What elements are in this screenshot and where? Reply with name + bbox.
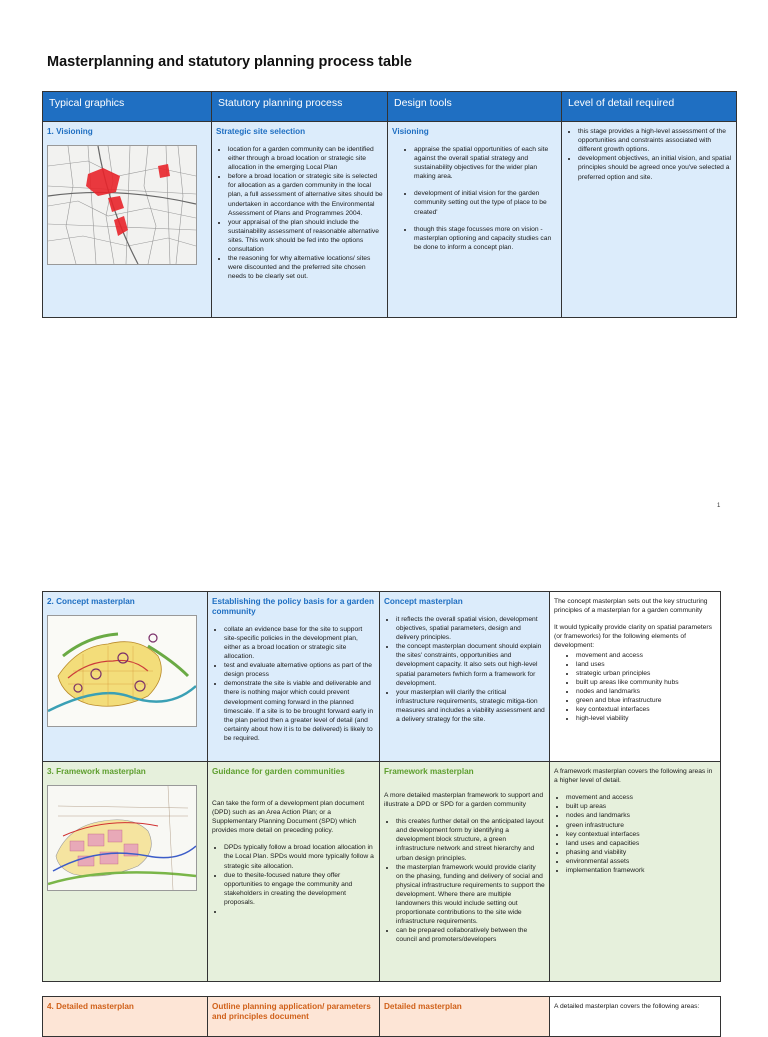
header-typical-graphics: Typical graphics bbox=[43, 92, 212, 122]
detail-list bbox=[554, 651, 716, 724]
statutory-title: Guidance for garden communities bbox=[212, 767, 345, 776]
list-item: • demonstrate the site is viable and deliverable and there is nothing major which could prevent development coming forward in the planned timescale. If a site is to be brought forward early in the plan period then a greater level of detail (and certainty about how it is to be delivered) is likely to be required. bbox=[224, 679, 375, 743]
list-item: • green infrastructure bbox=[566, 821, 716, 830]
table-row-detailed bbox=[43, 997, 721, 1037]
design-title: Framework masterplan bbox=[384, 767, 474, 776]
list-item: • key contextual interfaces bbox=[566, 830, 716, 839]
statutory-title: Establishing the policy basis for a garden community bbox=[212, 597, 374, 616]
visioning-map-image bbox=[47, 145, 197, 265]
stage-label: 3. Framework masterplan bbox=[47, 767, 146, 776]
design-paragraph: A more detailed masterplan framework to support and illustrate a DPD or SPD for a garden community bbox=[384, 791, 544, 808]
cell-design bbox=[388, 122, 562, 318]
cell-detail bbox=[550, 762, 721, 982]
detail-list bbox=[566, 127, 732, 182]
planning-table-part-2 bbox=[42, 591, 721, 982]
list-item: • location for a garden community can be identified either through a broad location or strategic site allocation in the emerging Local Plan bbox=[228, 145, 383, 172]
list-item: • land uses bbox=[576, 660, 716, 669]
list-item: • the concept masterplan document should explain the sites' constraints, opportunities and development capacity. It also sets out high-level spatial parameters fwhich form a framework for development. bbox=[396, 642, 545, 688]
cell-graphic bbox=[43, 762, 208, 982]
header-level-of-detail: Level of detail required bbox=[562, 92, 737, 122]
table-row-concept bbox=[43, 592, 721, 762]
header-row bbox=[43, 92, 737, 122]
cell-graphic bbox=[43, 592, 208, 762]
list-item: • though this stage focusses more on vision - masterplan optioning and capacity studies can be done to inform a concept plan. bbox=[414, 225, 557, 252]
design-title: Detailed masterplan bbox=[384, 1002, 462, 1011]
cell-statutory bbox=[208, 592, 380, 762]
list-item: • key contextual interfaces bbox=[576, 705, 716, 714]
list-item: • green and blue infrastructure bbox=[576, 696, 716, 705]
page-number: 1 bbox=[717, 503, 721, 509]
list-item: • DPDs typically follow a broad location allocation in the Local Plan. SPDs would more typically follow a strategic site allocation. bbox=[224, 843, 375, 870]
list-item: • appraise the spatial opportunities of each site against the overall spatial strategy and sustainability objectives for the wider plan making area. bbox=[414, 145, 557, 181]
cell-detail bbox=[550, 997, 721, 1037]
list-item: • before a broad location or strategic site is selected for allocation as a garden community in the local plan, a full assessment of alternative sites should be undertaken in accordance with the Environmental Assessment of Plans and Programmes 2004. bbox=[228, 172, 383, 218]
design-list bbox=[384, 615, 545, 724]
list-item: • built up areas like community hubs bbox=[576, 678, 716, 687]
design-title: Visioning bbox=[392, 127, 429, 136]
detail-paragraph: A framework masterplan covers the following areas in a higher level of detail. bbox=[554, 768, 713, 785]
statutory-list bbox=[212, 625, 375, 743]
list-item: • nodes and landmarks bbox=[576, 687, 716, 696]
page-title: Masterplanning and statutory planning process table bbox=[47, 54, 412, 70]
cell-design bbox=[380, 762, 550, 982]
cell-graphic bbox=[43, 997, 208, 1037]
cell-graphic bbox=[43, 122, 212, 318]
list-item: • this stage provides a high-level assessment of the opportunities and constraints associated with different growth options. bbox=[578, 127, 732, 154]
list-item: • can be prepared collaboratively between the council and promoters/developers bbox=[396, 926, 545, 944]
detail-paragraph: The concept masterplan sets out the key structuring principles of a masterplan for a garden community bbox=[554, 598, 708, 615]
list-item: • movement and access bbox=[566, 793, 716, 802]
list-item: • your appraisal of the plan should include the sustainability assessment of reasonable alternative sites. This work should be fed into the options consultation bbox=[228, 218, 383, 254]
stage-label: 4. Detailed masterplan bbox=[47, 1002, 134, 1011]
list-item: • movement and access bbox=[576, 651, 716, 660]
stage-label: 2. Concept masterplan bbox=[47, 597, 135, 606]
design-list bbox=[392, 145, 557, 252]
list-item: • strategic urban principles bbox=[576, 669, 716, 678]
statutory-title: Outline planning application/ parameters and principles document bbox=[212, 1002, 371, 1021]
cell-detail bbox=[550, 592, 721, 762]
cell-detail bbox=[562, 122, 737, 318]
statutory-paragraph: Can take the form of a development plan document (DPD) such as an Area Action Plan; or a Supplementary Planning Document (SPD) which provides more detail on preceding policy. bbox=[212, 799, 365, 835]
framework-masterplan-image bbox=[47, 785, 197, 891]
list-item: • test and evaluate alternative options as part of the design process bbox=[224, 661, 375, 679]
list-item: • the masterplan framework would provide clarity on the phasing, funding and delivery of social and physical infrastructure requirements to support the development. Where there are multiple landowners this would include setting out proportionate contributions to the site wide infrastructure requirements. bbox=[396, 863, 545, 927]
table-row-visioning bbox=[43, 122, 737, 318]
list-item bbox=[224, 907, 375, 916]
statutory-list bbox=[216, 145, 383, 282]
list-item: • environmental assets bbox=[566, 857, 716, 866]
header-statutory-planning: Statutory planning process bbox=[212, 92, 388, 122]
detail-paragraph: A detailed masterplan covers the following areas: bbox=[554, 1003, 700, 1010]
cell-statutory bbox=[212, 122, 388, 318]
cell-design bbox=[380, 997, 550, 1037]
design-title: Concept masterplan bbox=[384, 597, 463, 606]
cell-statutory bbox=[208, 997, 380, 1037]
list-item: • land uses and capacities bbox=[566, 839, 716, 848]
list-item: • development objectives, an initial vision, and spatial principles should be agreed once you've selected a preferred option and site. bbox=[578, 154, 732, 181]
stage-label: 1. Visioning bbox=[47, 127, 93, 136]
cell-design bbox=[380, 592, 550, 762]
list-item: • nodes and landmarks bbox=[566, 811, 716, 820]
concept-masterplan-image bbox=[47, 615, 197, 727]
detail-list bbox=[554, 793, 716, 875]
header-design-tools: Design tools bbox=[388, 92, 562, 122]
planning-table-part-1 bbox=[42, 91, 737, 318]
list-item: • the reasoning for why alternative locations/ sites were discounted and the preferred site chosen needs to be clearly set out. bbox=[228, 254, 383, 281]
list-item: • collate an evidence base for the site to support site-specific policies in the development plan, either as a broad location or strategic site allocation. bbox=[224, 625, 375, 661]
list-item: • it reflects the overall spatial vision, development objectives, spatial parameters, design and delivery principles. bbox=[396, 615, 545, 642]
list-item: • implementation framework bbox=[566, 866, 716, 875]
table-row-framework bbox=[43, 762, 721, 982]
list-item: • built up areas bbox=[566, 802, 716, 811]
statutory-list bbox=[212, 843, 375, 916]
list-item: • your masterplan will clarify the critical infrastructure requirements, strategic mitiga-tion measures and includes a viability assessment and a delivery strategy for the site. bbox=[396, 688, 545, 724]
list-item: • high-level viability bbox=[576, 714, 716, 723]
detail-paragraph: It would typically provide clarity on spatial parameters (or frameworks) for the following elements of development: bbox=[554, 624, 712, 650]
list-item: • this creates further detail on the anticipated layout and development form by identifying a development block structure, a green infrastructure network and street hierarchy and urban design principles. bbox=[396, 817, 545, 863]
list-item: • development of initial vision for the garden community setting out the type of place to be created' bbox=[414, 189, 557, 216]
cell-statutory bbox=[208, 762, 380, 982]
planning-table-part-3 bbox=[42, 996, 721, 1037]
design-list bbox=[384, 817, 545, 945]
list-item: • phasing and viability bbox=[566, 848, 716, 857]
statutory-title: Strategic site selection bbox=[216, 127, 306, 136]
list-item: • due to thesite-focused nature they offer opportunities to engage the community and stakeholders in creating the development proposals. bbox=[224, 871, 375, 907]
